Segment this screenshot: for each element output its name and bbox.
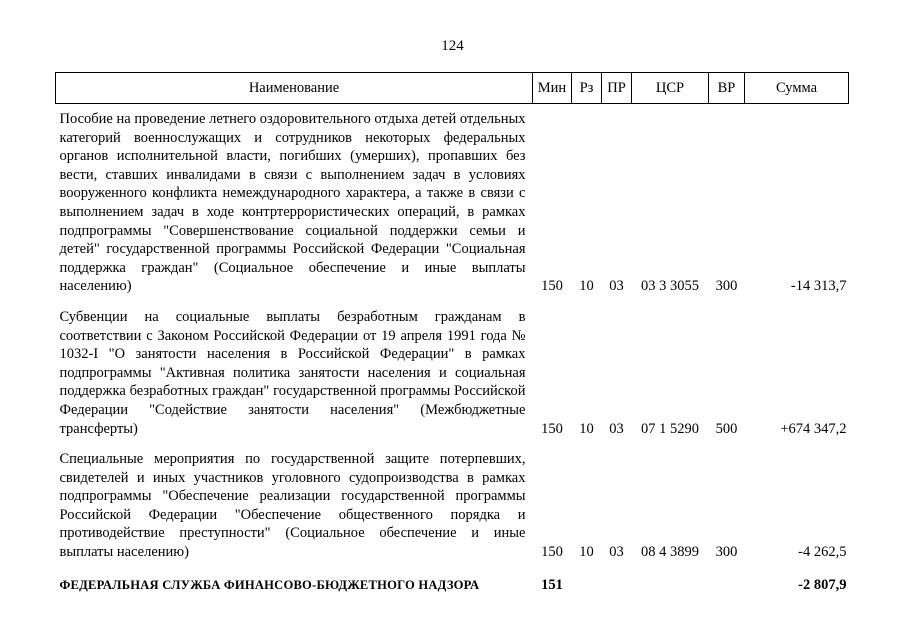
row-vr: 500 <box>715 420 738 437</box>
total-pr <box>602 562 632 595</box>
column-header-sum: Сумма <box>745 73 849 104</box>
table-row <box>56 296 849 438</box>
row-pr: 03 <box>609 420 624 437</box>
row-rz: 10 <box>579 420 594 437</box>
row-sum: -4 262,5 <box>798 544 847 561</box>
budget-table <box>55 72 849 594</box>
column-header-name: Наименование <box>56 73 533 104</box>
row-min: 150 <box>541 544 563 561</box>
total-min: 151 <box>541 576 563 593</box>
row-rz: 10 <box>579 278 594 295</box>
row-min: 150 <box>541 278 563 295</box>
total-name: ФЕДЕРАЛЬНАЯ СЛУЖБА ФИНАНСОВО-БЮДЖЕТНОГО НАДЗОРА <box>59 577 480 592</box>
row-csr: 07 1 5290 <box>641 420 699 437</box>
row-vr: 300 <box>715 278 738 295</box>
total-row <box>56 562 849 595</box>
column-header-min: Мин <box>533 73 572 104</box>
total-csr <box>632 562 709 595</box>
row-sum: +674 347,2 <box>780 420 847 437</box>
table-row <box>56 438 849 562</box>
page-number: 124 <box>441 38 464 54</box>
table-header-row <box>56 73 849 104</box>
row-name: Пособие на проведение летнего оздоровительного отдыха детей отдельных категорий военнослужащих и сотрудников некоторых федеральных органов исполнительной власти, погибших (умерших), пропавших без вести, ставших инвалидами в связи с выполнением задач в условиях вооруженного конфликта немеждународного характера, а также в связи с выполнением задач в ходе контртеррористических операций, в рамках подпрограммы "Совершенствование социальной поддержки семьи и детей" государственной программы Российской Федерации "Социальная поддержка граждан" (Социальное обеспечение и иные выплаты населению) <box>59 111 526 295</box>
column-header-pr: ПР <box>602 73 632 104</box>
total-rz <box>572 562 602 595</box>
row-pr: 03 <box>609 278 624 295</box>
column-header-csr: ЦСР <box>632 73 709 104</box>
row-csr: 08 4 3899 <box>641 544 699 561</box>
row-vr: 300 <box>715 544 738 561</box>
row-min: 150 <box>541 420 563 437</box>
column-header-vr: ВР <box>709 73 745 104</box>
total-sum: -2 807,9 <box>798 576 847 593</box>
row-pr: 03 <box>609 544 624 561</box>
row-name: Специальные мероприятия по государственной защите потерпевших, свидетелей и иных участников уголовного судопроизводства в рамках подпрограммы "Обеспечение реализации государственной программы Российской Федерации "Обеспечение общественного порядка и противодействие преступности" (Социальное обеспечение и иные выплаты населению) <box>59 451 526 561</box>
row-sum: -14 313,7 <box>790 278 847 295</box>
total-vr <box>709 562 745 595</box>
row-rz: 10 <box>579 544 594 561</box>
table-row <box>56 104 849 296</box>
row-csr: 03 3 3055 <box>641 278 699 295</box>
column-header-rz: Рз <box>572 73 602 104</box>
row-name: Субвенции на социальные выплаты безработным гражданам в соответствии с Законом Российской Федерации от 19 апреля 1991 года № 1032-I "О занятости населения в Российской Федерации" в рамках подпрограммы "Активная политика занятости населения и социальная поддержка безработных граждан" государственной программы Российской Федерации "Содействие занятости населения" (Межбюджетные трансферты) <box>59 308 526 437</box>
